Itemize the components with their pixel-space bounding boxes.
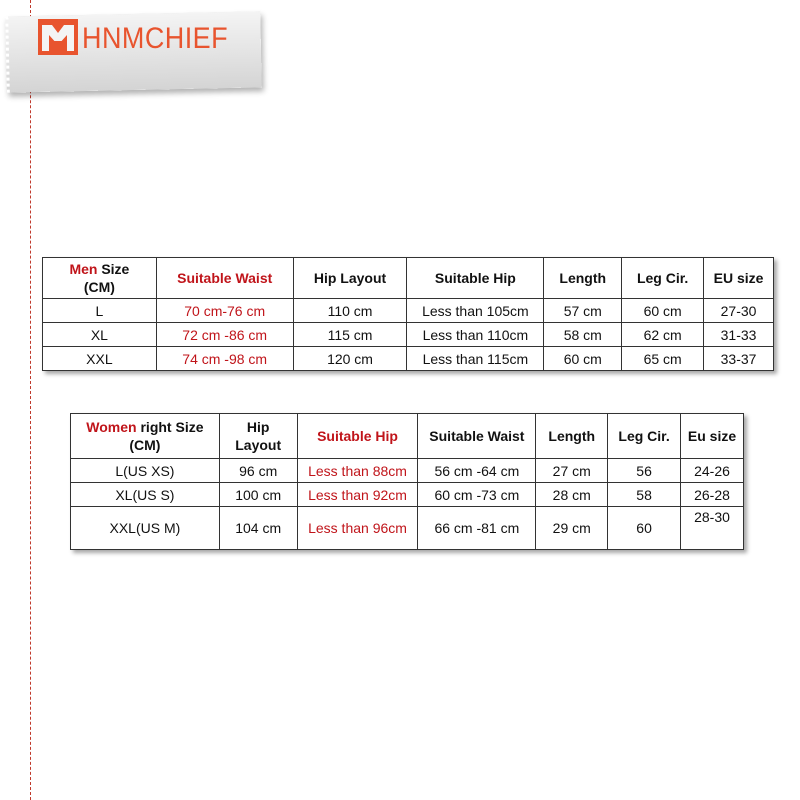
length-cell: 28 cm [536, 483, 608, 507]
eu-size-cell: 24-26 [681, 459, 744, 483]
women-suitable-hip-header: Suitable Hip [297, 414, 418, 459]
suitable-hip-cell: Less than 110cm [407, 323, 544, 347]
men-leg-cir-header: Leg Cir. [622, 258, 704, 299]
table-row [43, 299, 774, 323]
suitable-hip-cell: Less than 115cm [407, 347, 544, 371]
men-waist-header: Suitable Waist [156, 258, 293, 299]
size-cell: XXL(US M) [71, 507, 220, 550]
hip-layout-cell: 100 cm [219, 483, 297, 507]
leg-cir-cell: 58 [608, 483, 681, 507]
length-cell: 27 cm [536, 459, 608, 483]
leg-cir-cell: 60 cm [622, 299, 704, 323]
dashed-guide-line [30, 0, 31, 800]
leg-cir-cell: 62 cm [622, 323, 704, 347]
leg-cir-cell: 65 cm [622, 347, 704, 371]
eu-size-cell: 27-30 [704, 299, 774, 323]
eu-size-cell: 26-28 [681, 483, 744, 507]
length-cell: 60 cm [544, 347, 622, 371]
women-leg-cir-header: Leg Cir. [608, 414, 681, 459]
women-length-header: Length [536, 414, 608, 459]
men-size-header [43, 258, 157, 299]
size-cell: XL(US S) [71, 483, 220, 507]
waist-cell: 56 cm -64 cm [418, 459, 536, 483]
suitable-hip-cell: Less than 105cm [407, 299, 544, 323]
waist-cell: 74 cm -98 cm [156, 347, 293, 371]
men-suitable-hip-header: Suitable Hip [407, 258, 544, 299]
table-row [71, 459, 744, 483]
unit-label: (CM) [83, 279, 115, 295]
size-label: right Size [136, 419, 204, 435]
size-cell: XXL [43, 347, 157, 371]
women-waist-header: Suitable Waist [418, 414, 536, 459]
men-eu-size-header: EU size [704, 258, 774, 299]
women-eu-size-header: Eu size [681, 414, 744, 459]
women-label: Women [86, 419, 137, 435]
women-hip-layout-header [219, 414, 297, 459]
length-cell: 58 cm [544, 323, 622, 347]
brand-name: HNMCHIEF [82, 22, 229, 55]
women-size-table [70, 413, 744, 550]
size-label: Size [97, 261, 130, 277]
suitable-hip-cell: Less than 92cm [297, 483, 418, 507]
suitable-hip-cell: Less than 96cm [297, 507, 418, 550]
waist-cell: 60 cm -73 cm [418, 483, 536, 507]
women-header-row [71, 414, 744, 459]
hip-layout-cell: 115 cm [293, 323, 407, 347]
layout-label: Layout [235, 437, 282, 453]
hip-layout-cell: 96 cm [219, 459, 297, 483]
waist-cell: 66 cm -81 cm [418, 507, 536, 550]
unit-label: (CM) [129, 437, 161, 453]
leg-cir-cell: 60 [608, 507, 681, 550]
hip-label: Hip [246, 419, 270, 435]
women-size-header [71, 414, 220, 459]
length-cell: 29 cm [536, 507, 608, 550]
table-row [43, 323, 774, 347]
table-row [43, 347, 774, 371]
size-cell: L(US XS) [71, 459, 220, 483]
men-size-table [42, 257, 774, 371]
size-cell: L [43, 299, 157, 323]
table-row [71, 483, 744, 507]
men-length-header: Length [544, 258, 622, 299]
suitable-hip-cell: Less than 88cm [297, 459, 418, 483]
men-label: Men [69, 261, 98, 277]
hip-layout-cell: 120 cm [293, 347, 407, 371]
eu-size-cell: 31-33 [704, 323, 774, 347]
men-hip-layout-header: Hip Layout [293, 258, 407, 299]
hip-layout-cell: 110 cm [293, 299, 407, 323]
waist-cell: 72 cm -86 cm [156, 323, 293, 347]
eu-size-cell: 28-30 [681, 507, 744, 550]
hip-layout-cell: 104 cm [219, 507, 297, 550]
size-cell: XL [43, 323, 157, 347]
waist-cell: 70 cm-76 cm [156, 299, 293, 323]
eu-size-cell: 33-37 [704, 347, 774, 371]
length-cell: 57 cm [544, 299, 622, 323]
men-header-row [43, 258, 774, 299]
hnmchief-logo-icon [38, 19, 78, 55]
table-row [71, 507, 744, 550]
leg-cir-cell: 56 [608, 459, 681, 483]
